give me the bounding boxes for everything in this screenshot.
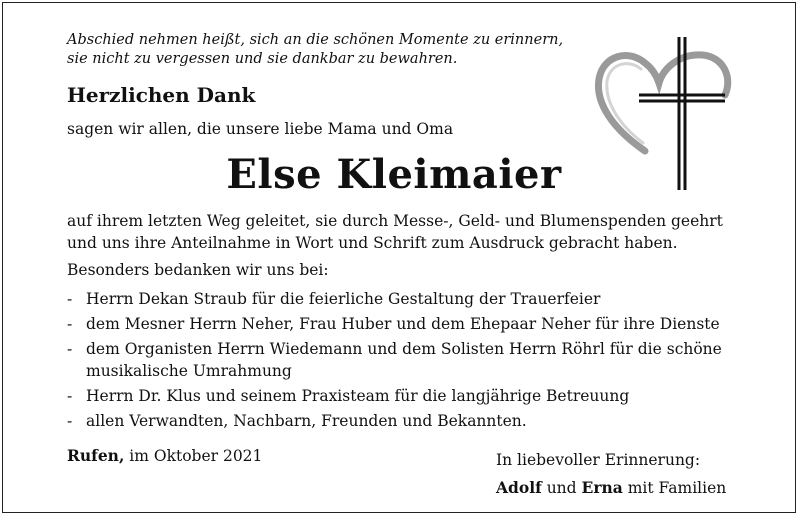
signature-line-1: In liebevoller Erinnerung:: [496, 451, 701, 469]
list-item-text: dem Organisten Herrn Wiedemann und dem Solisten Herrn Röhrl für die schöne musikalische Umrahmung: [86, 340, 722, 380]
signature-suffix: mit Familien: [622, 479, 727, 497]
signature-name-1: Adolf: [496, 478, 542, 497]
list-item: [67, 385, 757, 407]
list-item-text: Herrn Dekan Straub für die feierliche Gestaltung der Trauerfeier: [86, 290, 601, 308]
list-dash: -: [67, 340, 73, 358]
list-dash: -: [67, 412, 73, 430]
motto-line-2: sie nicht zu vergessen und sie dankbar zu bewahren.: [67, 51, 458, 67]
deceased-name: Else Kleimaier: [226, 151, 562, 198]
list-dash: -: [67, 387, 73, 405]
list-item-text: dem Mesner Herrn Neher, Frau Huber und dem Ehepaar Neher für ihre Dienste: [86, 315, 720, 333]
body-line-2: und uns ihre Anteilnahme in Wort und Schrift zum Ausdruck gebracht haben.: [67, 234, 678, 252]
list-item: [67, 288, 757, 310]
list-item: [67, 313, 757, 335]
place-date: [67, 446, 262, 465]
signature-line-2: [496, 474, 726, 502]
thanks-heading: Herzlichen Dank: [67, 83, 256, 107]
thanks-intro: Besonders bedanken wir uns bei:: [67, 261, 329, 279]
list-dash: -: [67, 315, 73, 333]
list-item-text: Herrn Dr. Klus und seinem Praxisteam für die langjährige Betreuung: [86, 387, 630, 405]
signature-block: [496, 446, 726, 502]
place-date-text: im Oktober 2021: [124, 447, 263, 465]
list-item: [67, 338, 757, 382]
heart-cross-icon: [593, 33, 733, 193]
list-item-text: allen Verwandten, Nachbarn, Freunden und Bekannten.: [86, 412, 527, 430]
signature-conj: und: [541, 479, 582, 497]
place-town: Rufen,: [67, 446, 125, 465]
body-line-1: auf ihrem letzten Weg geleitet, sie durch Messe-, Geld- und Blumenspenden geehrt: [67, 212, 723, 230]
heart-cross-svg: [593, 33, 733, 193]
heart-outline: [598, 55, 727, 151]
body-text: [67, 210, 767, 254]
signature-name-2: Erna: [581, 478, 623, 497]
motto-line-1: Abschied nehmen heißt, sich an die schönen Momente zu erinnern,: [67, 32, 564, 48]
list-dash: -: [67, 290, 73, 308]
intro-text: sagen wir allen, die unsere liebe Mama und Oma: [67, 120, 454, 138]
thanks-list: [67, 288, 757, 435]
obituary-card: [2, 2, 796, 513]
list-item: [67, 410, 757, 432]
motto-quote: [67, 31, 627, 69]
